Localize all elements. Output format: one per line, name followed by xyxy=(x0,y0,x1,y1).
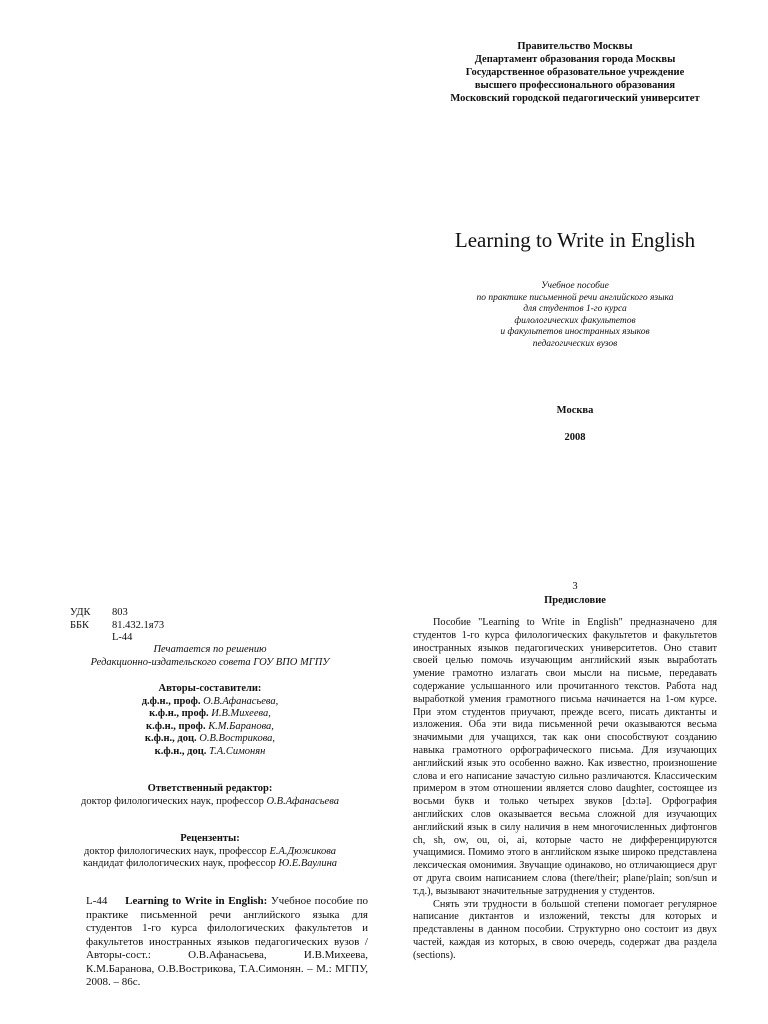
subtitle-line: педагогических вузов xyxy=(532,338,618,349)
author-line xyxy=(60,721,360,734)
header-line: Департамент образования города Москвы xyxy=(474,54,676,65)
reviewer-name: Ю.Е.Ваулина xyxy=(278,858,338,869)
bbk-value: 81.432.1я73 xyxy=(112,619,165,631)
editor-name: О.В.Афанасьева xyxy=(266,795,339,807)
reviewer-line xyxy=(60,858,360,871)
author-name: И.В.Михеева, xyxy=(211,708,271,719)
reviewer-text: кандидат филологических наук, профессор xyxy=(82,858,279,869)
subtitle-line: филологических факультетов xyxy=(514,315,636,326)
bib-index: L-44 xyxy=(86,895,108,907)
reviewer-name: Е.А.Дюжикова xyxy=(269,845,336,857)
editor-section xyxy=(60,783,360,808)
author-name: К.М.Баранова, xyxy=(208,720,274,732)
subtitle-line: Учебное пособие xyxy=(541,281,609,291)
author-degree: к.ф.н., проф. xyxy=(146,720,206,732)
subtitle-line: по практике письменной речи английского языка xyxy=(476,292,674,303)
author-name: О.В.Афанасьева, xyxy=(203,695,279,707)
author-name: О.В.Вострикова, xyxy=(199,733,276,744)
book-title: Learning to Write in English xyxy=(454,228,696,252)
reviewers-heading: Рецензенты: xyxy=(180,833,240,844)
author-degree: к.ф.н., проф. xyxy=(149,708,209,719)
preface-heading: Предисловие xyxy=(544,595,606,606)
reviewers-section xyxy=(60,833,360,871)
author-line xyxy=(60,708,360,721)
book-subtitle xyxy=(420,281,730,350)
authors-section xyxy=(60,683,360,758)
header-line: Правительство Москвы xyxy=(517,41,633,52)
editor-line xyxy=(60,796,360,809)
header-line: Государственное образовательное учреждение xyxy=(465,67,685,78)
editor-text: доктор филологических наук, профессор xyxy=(81,795,267,807)
subtitle-line: для студентов 1-го курса xyxy=(523,304,627,314)
preface-paragraph: Пособие "Learning to Write in English" предназначено для студентов 1-го курса филологических факультетов и факультетов иностранных языков педагогических университетов. Оно ставит своей целью помочь изучающим английский язык выработать умение грамотно излагать свои мысли на письме, передавать содержание услышанного или прочитанного текстов. Работа над выработкой умения грамотного письма начинается на 1-ом курсе. При этом студентов приучают, прежде всего, писать диктанты и изложения. Оба эти вида письменной речи оказываются весьма значимыми для учащихся, так как они способствуют созданию навыка грамотного орфографического письма. Для изучающих английский язык это особенно важно. Как известно, произношение слова и его написание зачастую сильно различаются. Классическим примером в этом отношении является слово daughter, состоящее из восьми букв и только четырех звуков [dɔːtə]. Орфография английских слов оказывается весьма сложной для изучающих английский язык в силу наличия в нем многочисленных дифтонгов ch, sh, ow, ou, oi, ai, которые часто не дифференцируются учащимися. Помимо этого в английском языке широко представлена лексическая омонимия. Звучащие одинаково, но отличающиеся друг от друга своим написанием слова (there/their; plane/plain; son/sun и т.д.), вызывают значительные затруднения у студентов. xyxy=(413,617,717,897)
print-approval-note xyxy=(60,644,360,669)
reviewer-line xyxy=(60,846,360,859)
header-line: Московский городской педагогический университет xyxy=(450,93,700,104)
udc-row xyxy=(70,607,370,620)
reviewer-text: доктор филологических наук, профессор xyxy=(84,845,270,857)
author-line xyxy=(60,696,360,709)
bibliographic-record xyxy=(86,895,368,990)
print-note-line: Печатается по решению xyxy=(153,644,267,655)
author-degree: д.ф.н., проф. xyxy=(141,695,201,707)
classification-codes xyxy=(70,607,370,645)
catalog-index: L-44 xyxy=(112,632,133,643)
page-number: 3 xyxy=(572,581,578,592)
bbk-label: ББК xyxy=(70,619,90,631)
udc-value: 803 xyxy=(112,607,128,618)
header-line: высшего профессионального образования xyxy=(474,80,676,91)
preface-paragraph: Снять эти трудности в большой степени помогает регулярное написание диктантов и изложений, тексты для которых и представлены в данном пособии. Структурно оно состоит из двух частей, каждая из которых, в свою очередь, содержат два раздела (sections). xyxy=(413,898,717,961)
editor-heading: Ответственный редактор: xyxy=(147,783,273,794)
udc-label: УДК xyxy=(70,607,91,618)
print-note-line: Редакционно-издательского совета ГОУ ВПО МГПУ xyxy=(90,656,330,668)
bib-title: Learning to Write in English: xyxy=(125,895,268,907)
authors-heading: Авторы-составители: xyxy=(158,683,262,694)
publication-year: 2008 xyxy=(564,432,586,443)
preface-body xyxy=(413,617,717,963)
author-degree: к.ф.н., доц. xyxy=(144,733,197,744)
bib-text: Учебное пособие по практике письменной речи английского языка для студентов 1-го курса филологических факультетов и факультетов иностранных языков педагогических вузов / Авторы-сост.: О.В.Афанасьева, И.В.Михеева, К.М.Баранова, О.В.Вострикова, Т.А.Симонян. – М.: МГПУ, 2008. – 86с. xyxy=(86,895,369,988)
author-line xyxy=(60,733,360,746)
author-degree: к.ф.н., доц. xyxy=(154,745,207,757)
publication-city: Москва xyxy=(556,405,594,416)
subtitle-line: и факультетов иностранных языков xyxy=(500,327,650,337)
publisher-header xyxy=(420,40,730,105)
bbk-row xyxy=(70,620,370,633)
author-name: Т.А.Симонян xyxy=(209,745,266,757)
author-line xyxy=(60,746,360,759)
